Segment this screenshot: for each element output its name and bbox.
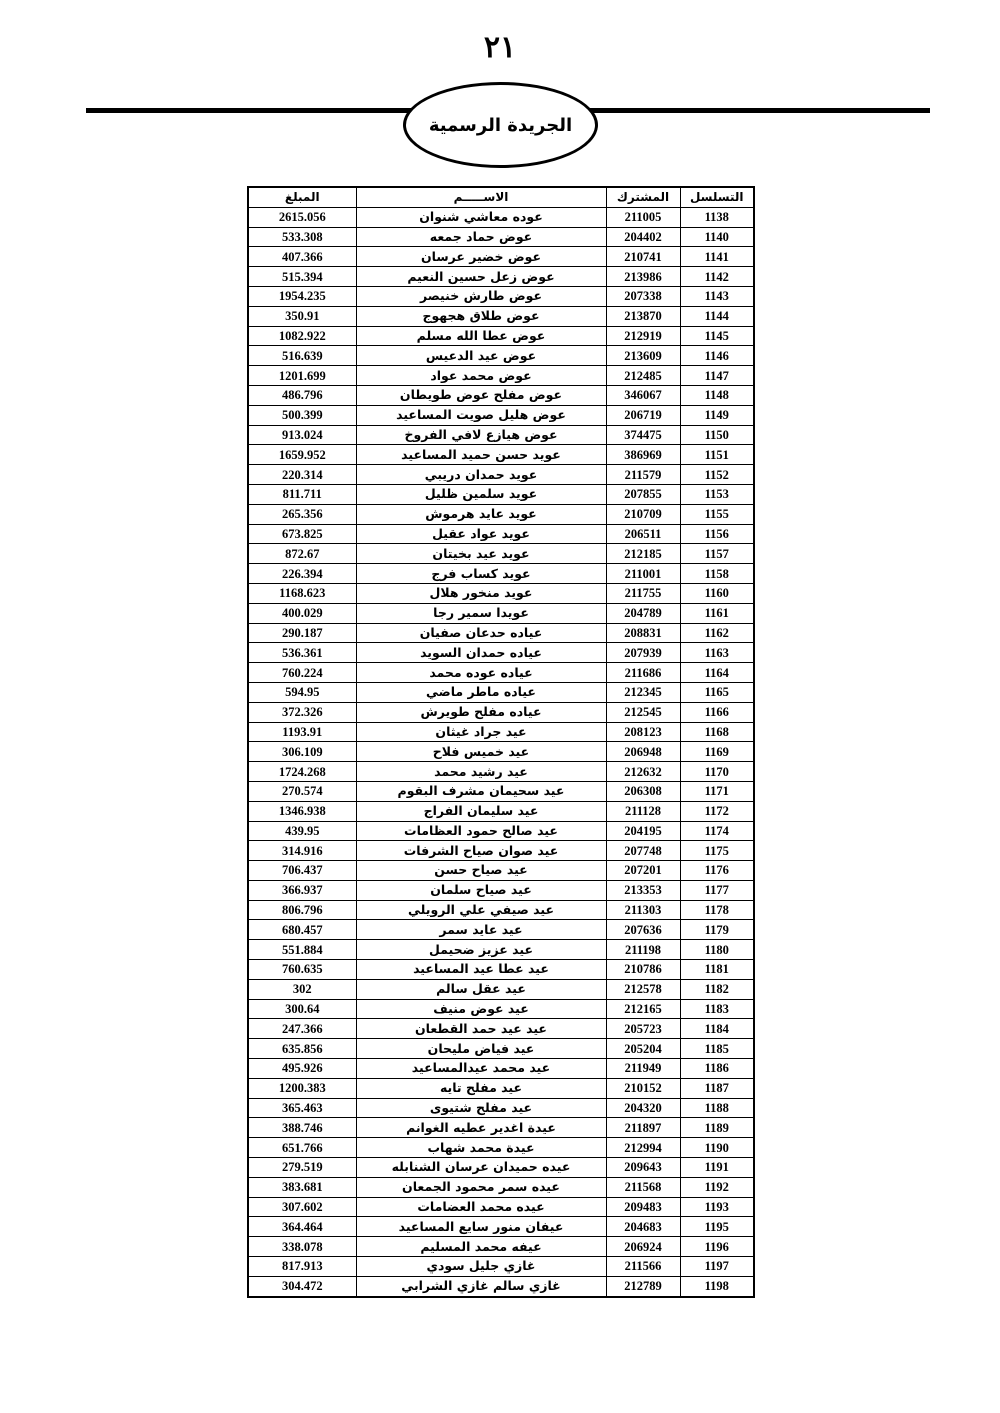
- cell-serial: 1155: [680, 504, 754, 524]
- table-row: [248, 544, 754, 564]
- table-row: [248, 623, 754, 643]
- cell-name: عوض زعل حسين النعيم: [356, 267, 606, 287]
- cell-subscriber: 212185: [606, 544, 680, 564]
- cell-subscriber: 211005: [606, 207, 680, 227]
- cell-name: عيد عطا عيد المساعيد: [356, 960, 606, 980]
- table-row: [248, 1039, 754, 1059]
- table-row: [248, 643, 754, 663]
- cell-serial: 1162: [680, 623, 754, 643]
- register-table: [247, 186, 755, 1298]
- cell-amount: 314.916: [248, 841, 356, 861]
- cell-subscriber: 211897: [606, 1118, 680, 1138]
- header-amount: المبلغ: [248, 187, 356, 207]
- cell-name: عيد فياض مليحان: [356, 1039, 606, 1059]
- header-subscriber: المشترك: [606, 187, 680, 207]
- cell-subscriber: 208123: [606, 722, 680, 742]
- cell-name: عيفان منور سايع المساعيد: [356, 1217, 606, 1237]
- cell-subscriber: 213986: [606, 267, 680, 287]
- cell-subscriber: 210786: [606, 960, 680, 980]
- table-row: [248, 1237, 754, 1257]
- table-row: [248, 1019, 754, 1039]
- cell-name: عيد سليمان الفراج: [356, 801, 606, 821]
- cell-subscriber: 204402: [606, 227, 680, 247]
- cell-amount: 383.681: [248, 1177, 356, 1197]
- cell-serial: 1150: [680, 425, 754, 445]
- cell-name: عيدة اغدير عطيه الغوانم: [356, 1118, 606, 1138]
- table-row: [248, 979, 754, 999]
- cell-serial: 1166: [680, 702, 754, 722]
- cell-name: عوض عطا الله مسلم: [356, 326, 606, 346]
- cell-name: عوض محمد عواد: [356, 366, 606, 386]
- cell-subscriber: 212165: [606, 999, 680, 1019]
- table-row: [248, 425, 754, 445]
- cell-amount: 500.399: [248, 405, 356, 425]
- cell-name: عوض طلاق هجهوج: [356, 306, 606, 326]
- table-row: [248, 484, 754, 504]
- cell-serial: 1148: [680, 385, 754, 405]
- cell-serial: 1190: [680, 1138, 754, 1158]
- cell-serial: 1178: [680, 900, 754, 920]
- cell-name: عيد سحيمان مشرف البقوم: [356, 781, 606, 801]
- cell-name: عويد عواد عقيل: [356, 524, 606, 544]
- cell-serial: 1185: [680, 1039, 754, 1059]
- cell-amount: 307.602: [248, 1197, 356, 1217]
- cell-amount: 2615.056: [248, 207, 356, 227]
- cell-amount: 365.463: [248, 1098, 356, 1118]
- table-row: [248, 247, 754, 267]
- cell-name: عيد صياح سلمان: [356, 880, 606, 900]
- cell-name: عيد صيفي علي الرويلي: [356, 900, 606, 920]
- cell-serial: 1191: [680, 1158, 754, 1178]
- cell-name: عيفه محمد المسليم: [356, 1237, 606, 1257]
- table-row: [248, 1059, 754, 1079]
- cell-amount: 1201.699: [248, 366, 356, 386]
- cell-name: عويدا سمير رجا: [356, 603, 606, 623]
- cell-amount: 635.856: [248, 1039, 356, 1059]
- table-row: [248, 861, 754, 881]
- header-title: الجريدة الرسمية: [403, 82, 598, 168]
- cell-subscriber: 210741: [606, 247, 680, 267]
- cell-subscriber: 211568: [606, 1177, 680, 1197]
- table-row: [248, 880, 754, 900]
- cell-name: عيد عقل سالم: [356, 979, 606, 999]
- cell-amount: 439.95: [248, 821, 356, 841]
- cell-name: عياده عوده محمد: [356, 663, 606, 683]
- cell-amount: 651.766: [248, 1138, 356, 1158]
- cell-serial: 1158: [680, 564, 754, 584]
- cell-amount: 265.356: [248, 504, 356, 524]
- cell-name: عيد رشيد محمد: [356, 762, 606, 782]
- cell-serial: 1141: [680, 247, 754, 267]
- table-row: [248, 524, 754, 544]
- table-row: [248, 999, 754, 1019]
- cell-amount: 226.394: [248, 564, 356, 584]
- cell-name: عيده سمر محمود الجمعان: [356, 1177, 606, 1197]
- cell-subscriber: 209483: [606, 1197, 680, 1217]
- cell-name: عيد مفلح تايه: [356, 1078, 606, 1098]
- cell-serial: 1161: [680, 603, 754, 623]
- cell-subscriber: 207855: [606, 484, 680, 504]
- cell-amount: 1659.952: [248, 445, 356, 465]
- cell-subscriber: 213870: [606, 306, 680, 326]
- cell-name: عيد جراد غيثان: [356, 722, 606, 742]
- table-row: [248, 1257, 754, 1277]
- cell-amount: 290.187: [248, 623, 356, 643]
- cell-amount: 817.913: [248, 1257, 356, 1277]
- cell-subscriber: 211579: [606, 465, 680, 485]
- cell-name: عوض مفلح عوض طويطان: [356, 385, 606, 405]
- cell-serial: 1172: [680, 801, 754, 821]
- table-row: [248, 1118, 754, 1138]
- cell-name: عياده مفلح طويرش: [356, 702, 606, 722]
- cell-amount: 760.224: [248, 663, 356, 683]
- cell-subscriber: 211566: [606, 1257, 680, 1277]
- cell-name: عيده محمد العضامات: [356, 1197, 606, 1217]
- cell-serial: 1152: [680, 465, 754, 485]
- cell-name: عيد صالح حمود العظامات: [356, 821, 606, 841]
- cell-name: عويد عايد هرموش: [356, 504, 606, 524]
- cell-name: عوده معاشي شنوان: [356, 207, 606, 227]
- cell-name: عيد خميس فلاح: [356, 742, 606, 762]
- header-name: الاســـــم: [356, 187, 606, 207]
- table-row: [248, 781, 754, 801]
- cell-subscriber: 211198: [606, 940, 680, 960]
- cell-serial: 1163: [680, 643, 754, 663]
- cell-serial: 1193: [680, 1197, 754, 1217]
- cell-subscriber: 204683: [606, 1217, 680, 1237]
- cell-subscriber: 211755: [606, 583, 680, 603]
- cell-subscriber: 204320: [606, 1098, 680, 1118]
- table-row: [248, 841, 754, 861]
- table-row: [248, 821, 754, 841]
- cell-amount: 536.361: [248, 643, 356, 663]
- cell-name: عياده ماطر ماضي: [356, 682, 606, 702]
- table-row: [248, 1217, 754, 1237]
- cell-serial: 1181: [680, 960, 754, 980]
- cell-serial: 1169: [680, 742, 754, 762]
- cell-serial: 1182: [680, 979, 754, 999]
- cell-amount: 811.711: [248, 484, 356, 504]
- cell-name: عويد كساب فرج: [356, 564, 606, 584]
- cell-amount: 1724.268: [248, 762, 356, 782]
- cell-amount: 806.796: [248, 900, 356, 920]
- table-row: [248, 583, 754, 603]
- cell-amount: 300.64: [248, 999, 356, 1019]
- cell-subscriber: 213353: [606, 880, 680, 900]
- cell-name: عيد صوان صياح الشرفات: [356, 841, 606, 861]
- cell-subscriber: 212545: [606, 702, 680, 722]
- cell-serial: 1184: [680, 1019, 754, 1039]
- table-row: [248, 564, 754, 584]
- table-row: [248, 326, 754, 346]
- cell-serial: 1149: [680, 405, 754, 425]
- cell-amount: 220.314: [248, 465, 356, 485]
- cell-amount: 1168.623: [248, 583, 356, 603]
- cell-amount: 388.746: [248, 1118, 356, 1138]
- cell-amount: 270.574: [248, 781, 356, 801]
- cell-serial: 1197: [680, 1257, 754, 1277]
- cell-name: غازي جليل سودي: [356, 1257, 606, 1277]
- cell-amount: 680.457: [248, 920, 356, 940]
- cell-subscriber: 212485: [606, 366, 680, 386]
- cell-amount: 338.078: [248, 1237, 356, 1257]
- cell-serial: 1143: [680, 286, 754, 306]
- cell-serial: 1157: [680, 544, 754, 564]
- table-row: [248, 1078, 754, 1098]
- cell-name: عويد حسن حميد المساعيد: [356, 445, 606, 465]
- table-header-row: [248, 187, 754, 207]
- cell-serial: 1176: [680, 861, 754, 881]
- cell-subscriber: 212345: [606, 682, 680, 702]
- cell-subscriber: 206511: [606, 524, 680, 544]
- cell-name: عيد عايد سمر: [356, 920, 606, 940]
- cell-serial: 1195: [680, 1217, 754, 1237]
- cell-name: عويد سلمين ظليل: [356, 484, 606, 504]
- table-row: [248, 940, 754, 960]
- cell-amount: 495.926: [248, 1059, 356, 1079]
- page-number: ٢١: [483, 30, 517, 65]
- table-row: [248, 1138, 754, 1158]
- cell-subscriber: 209643: [606, 1158, 680, 1178]
- cell-amount: 372.326: [248, 702, 356, 722]
- table-row: [248, 1197, 754, 1217]
- table-row: [248, 385, 754, 405]
- table-row: [248, 900, 754, 920]
- cell-amount: 515.394: [248, 267, 356, 287]
- cell-subscriber: 212994: [606, 1138, 680, 1158]
- cell-subscriber: 211303: [606, 900, 680, 920]
- table-row: [248, 267, 754, 287]
- cell-amount: 407.366: [248, 247, 356, 267]
- cell-amount: 304.472: [248, 1276, 356, 1296]
- cell-serial: 1156: [680, 524, 754, 544]
- cell-subscriber: 210152: [606, 1078, 680, 1098]
- cell-amount: 760.635: [248, 960, 356, 980]
- cell-subscriber: 205723: [606, 1019, 680, 1039]
- cell-serial: 1164: [680, 663, 754, 683]
- table-row: [248, 920, 754, 940]
- table-row: [248, 504, 754, 524]
- cell-name: عوض هليل صويت المساعيد: [356, 405, 606, 425]
- cell-name: عيد مفلح شتيوى: [356, 1098, 606, 1118]
- table-row: [248, 366, 754, 386]
- table-row: [248, 1177, 754, 1197]
- cell-amount: 302: [248, 979, 356, 999]
- cell-amount: 306.109: [248, 742, 356, 762]
- table-row: [248, 227, 754, 247]
- cell-amount: 247.366: [248, 1019, 356, 1039]
- cell-name: عيد محمد عيدالمساعيد: [356, 1059, 606, 1079]
- table-row: [248, 286, 754, 306]
- cell-subscriber: 211001: [606, 564, 680, 584]
- cell-serial: 1145: [680, 326, 754, 346]
- cell-subscriber: 212789: [606, 1276, 680, 1296]
- cell-name: عيد صياح حسن: [356, 861, 606, 881]
- cell-subscriber: 207636: [606, 920, 680, 940]
- cell-serial: 1153: [680, 484, 754, 504]
- cell-name: عيد عيد حمد القطعان: [356, 1019, 606, 1039]
- cell-serial: 1188: [680, 1098, 754, 1118]
- cell-name: عويد منخور هلال: [356, 583, 606, 603]
- cell-subscriber: 204789: [606, 603, 680, 623]
- cell-subscriber: 212919: [606, 326, 680, 346]
- table-row: [248, 603, 754, 623]
- cell-amount: 1193.91: [248, 722, 356, 742]
- cell-serial: 1147: [680, 366, 754, 386]
- cell-amount: 913.024: [248, 425, 356, 445]
- cell-subscriber: 211949: [606, 1059, 680, 1079]
- cell-name: غازي سالم غازي الشرابي: [356, 1276, 606, 1296]
- cell-subscriber: 346067: [606, 385, 680, 405]
- cell-amount: 551.884: [248, 940, 356, 960]
- cell-name: عوض هيازع لافي الفروخ: [356, 425, 606, 445]
- cell-subscriber: 206948: [606, 742, 680, 762]
- cell-name: عوض طارش خنيصر: [356, 286, 606, 306]
- cell-subscriber: 204195: [606, 821, 680, 841]
- cell-serial: 1142: [680, 267, 754, 287]
- cell-serial: 1180: [680, 940, 754, 960]
- table-row: [248, 742, 754, 762]
- cell-serial: 1177: [680, 880, 754, 900]
- cell-subscriber: 212632: [606, 762, 680, 782]
- cell-amount: 366.937: [248, 880, 356, 900]
- table-row: [248, 1276, 754, 1296]
- table-row: [248, 663, 754, 683]
- table-row: [248, 207, 754, 227]
- cell-subscriber: 212578: [606, 979, 680, 999]
- table-row: [248, 960, 754, 980]
- cell-subscriber: 374475: [606, 425, 680, 445]
- cell-amount: 1082.922: [248, 326, 356, 346]
- table-row: [248, 445, 754, 465]
- cell-serial: 1170: [680, 762, 754, 782]
- cell-subscriber: 207201: [606, 861, 680, 881]
- cell-serial: 1187: [680, 1078, 754, 1098]
- cell-name: عيده حميدان عرسان الشنابله: [356, 1158, 606, 1178]
- cell-serial: 1146: [680, 346, 754, 366]
- cell-name: عيد عوض منيف: [356, 999, 606, 1019]
- cell-serial: 1144: [680, 306, 754, 326]
- cell-serial: 1174: [680, 821, 754, 841]
- cell-subscriber: 206308: [606, 781, 680, 801]
- table-row: [248, 722, 754, 742]
- cell-amount: 706.437: [248, 861, 356, 881]
- cell-name: عوض حماد جمعه: [356, 227, 606, 247]
- cell-serial: 1160: [680, 583, 754, 603]
- cell-name: عوض عيد الدعيس: [356, 346, 606, 366]
- cell-subscriber: 386969: [606, 445, 680, 465]
- cell-serial: 1179: [680, 920, 754, 940]
- cell-serial: 1189: [680, 1118, 754, 1138]
- cell-amount: 400.029: [248, 603, 356, 623]
- cell-subscriber: 211686: [606, 663, 680, 683]
- cell-amount: 279.519: [248, 1158, 356, 1178]
- cell-serial: 1186: [680, 1059, 754, 1079]
- cell-name: عياده حدعان صفيان: [356, 623, 606, 643]
- cell-amount: 1346.938: [248, 801, 356, 821]
- table-row: [248, 682, 754, 702]
- cell-subscriber: 210709: [606, 504, 680, 524]
- cell-serial: 1183: [680, 999, 754, 1019]
- cell-serial: 1165: [680, 682, 754, 702]
- cell-subscriber: 206924: [606, 1237, 680, 1257]
- cell-serial: 1198: [680, 1276, 754, 1296]
- table-row: [248, 801, 754, 821]
- table-row: [248, 405, 754, 425]
- cell-serial: 1168: [680, 722, 754, 742]
- cell-amount: 516.639: [248, 346, 356, 366]
- cell-name: عويد حمدان دريبي: [356, 465, 606, 485]
- table-row: [248, 306, 754, 326]
- table-row: [248, 1098, 754, 1118]
- cell-name: عوض خضير عرسان: [356, 247, 606, 267]
- cell-amount: 1200.383: [248, 1078, 356, 1098]
- cell-subscriber: 208831: [606, 623, 680, 643]
- cell-amount: 673.825: [248, 524, 356, 544]
- cell-amount: 350.91: [248, 306, 356, 326]
- cell-serial: 1171: [680, 781, 754, 801]
- table-row: [248, 762, 754, 782]
- cell-serial: 1192: [680, 1177, 754, 1197]
- cell-amount: 533.308: [248, 227, 356, 247]
- header-serial: التسلسل: [680, 187, 754, 207]
- cell-serial: 1151: [680, 445, 754, 465]
- cell-subscriber: 211128: [606, 801, 680, 821]
- cell-serial: 1138: [680, 207, 754, 227]
- cell-name: عيد عزيز ضحيمل: [356, 940, 606, 960]
- table-row: [248, 465, 754, 485]
- cell-amount: 1954.235: [248, 286, 356, 306]
- cell-subscriber: 205204: [606, 1039, 680, 1059]
- cell-serial: 1140: [680, 227, 754, 247]
- cell-name: عويد عيد بخيتان: [356, 544, 606, 564]
- table-body: [248, 207, 754, 1296]
- cell-subscriber: 207748: [606, 841, 680, 861]
- cell-subscriber: 206719: [606, 405, 680, 425]
- table-row: [248, 346, 754, 366]
- cell-serial: 1196: [680, 1237, 754, 1257]
- cell-name: عيدة محمد شهاب: [356, 1138, 606, 1158]
- table-row: [248, 1158, 754, 1178]
- cell-name: عياده حمدان السويد: [356, 643, 606, 663]
- cell-serial: 1175: [680, 841, 754, 861]
- cell-subscriber: 207338: [606, 286, 680, 306]
- cell-subscriber: 207939: [606, 643, 680, 663]
- cell-amount: 364.464: [248, 1217, 356, 1237]
- cell-amount: 486.796: [248, 385, 356, 405]
- cell-amount: 594.95: [248, 682, 356, 702]
- table-row: [248, 702, 754, 722]
- cell-subscriber: 213609: [606, 346, 680, 366]
- cell-amount: 872.67: [248, 544, 356, 564]
